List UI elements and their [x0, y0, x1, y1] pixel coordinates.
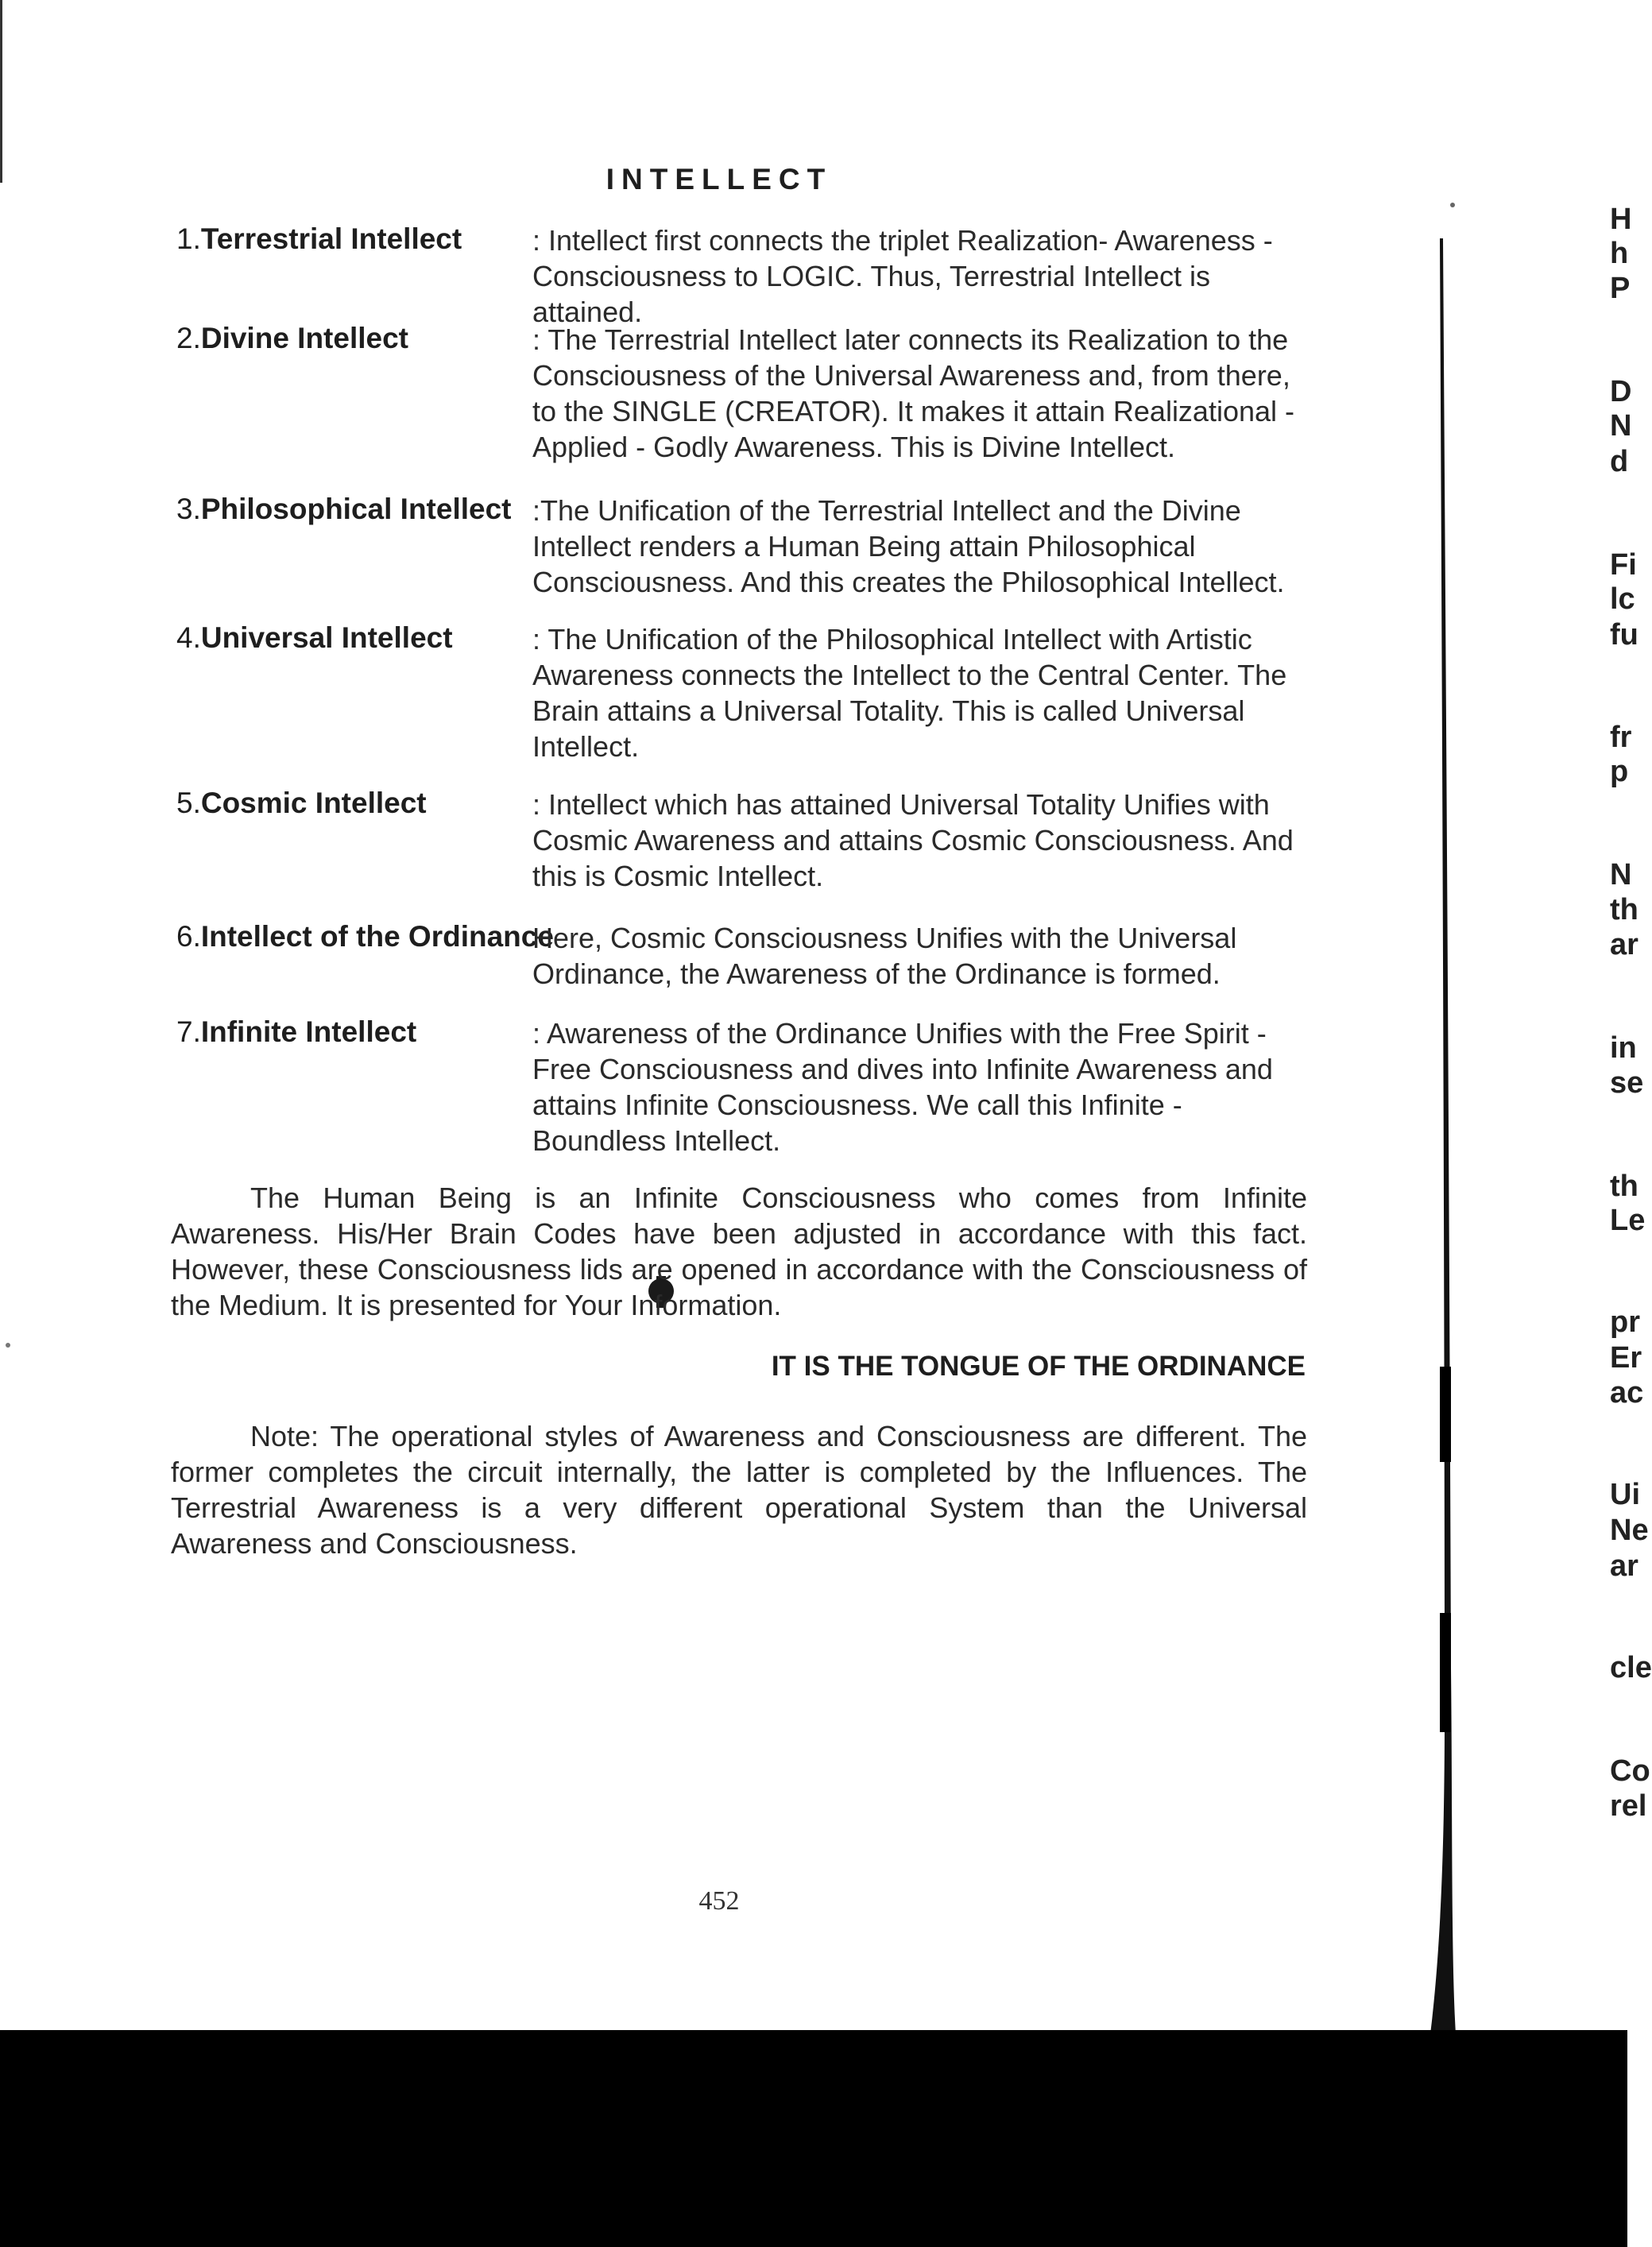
edge-text: cle [1610, 1651, 1652, 1684]
edge-text: th [1610, 893, 1638, 926]
edge-text: p [1610, 755, 1629, 788]
edge-text: in [1610, 1031, 1637, 1065]
item-number: 6. [176, 920, 201, 953]
item-name: Intellect of the Ordinance [200, 920, 554, 953]
edge-text: fr [1610, 721, 1632, 754]
item-number: 2. [176, 322, 201, 354]
item-text-7: : Awareness of the Ordinance Unifies with the Free Spirit - Free Consciousness and dives into Infinite Awareness and attains Infinite Consciousness. We call this Infinite - Boundless Intellect. [532, 1017, 1273, 1157]
edge-text: Ui [1610, 1478, 1640, 1511]
item-text-4: : The Unification of the Philosophical Intellect with Artistic Awareness connects the Intellect to the Central Center. The Brain attains a Universal Totality. This is called Universal Intellect. [532, 623, 1287, 763]
edge-text: pr [1610, 1305, 1640, 1339]
item-label-5 [176, 787, 427, 820]
edge-text: Fi [1610, 548, 1637, 582]
edge-text: ac [1610, 1376, 1644, 1410]
item-name: Divine Intellect [200, 322, 408, 354]
section-heading: IT IS THE TONGUE OF THE ORDINANCE [771, 1351, 1306, 1382]
item-name: Philosophical Intellect [200, 493, 512, 525]
item-label-4 [176, 621, 453, 655]
item-number: 5. [176, 787, 201, 819]
item-name: Terrestrial Intellect [200, 222, 462, 255]
edge-text: rel [1610, 1789, 1647, 1823]
item-number: 4. [176, 621, 201, 654]
edge-text: N [1610, 409, 1632, 443]
edge-text: ar [1610, 1549, 1638, 1583]
edge-text: Le [1610, 1204, 1646, 1237]
edge-text: Er [1610, 1341, 1642, 1375]
item-name: Cosmic Intellect [200, 787, 427, 819]
note-paragraph: Note: The operational styles of Awareness and Consciousness are different. The former completes the circuit internally, the latter is completed by the Influences. The Terrestrial Awareness is a very different operational System than the Universal Awareness and Consciousness. [171, 1420, 1307, 1560]
item-label-3 [176, 493, 512, 526]
edge-text: Co [1610, 1754, 1650, 1788]
edge-text: th [1610, 1170, 1638, 1203]
item-number: 1. [176, 222, 201, 255]
edge-text: P [1610, 272, 1631, 305]
item-text-3: :The Unification of the Terrestrial Intellect and the Divine Intellect renders a Human Being attain Philosophical Consciousness. And this creates the Philosophical Intellect. [532, 494, 1285, 598]
edge-text: Ne [1610, 1514, 1649, 1547]
edge-text: d [1610, 445, 1629, 478]
item-name: Infinite Intellect [200, 1015, 417, 1048]
page-title: INTELLECT [605, 163, 833, 195]
edge-text: ar [1610, 928, 1638, 961]
item-number: 7. [176, 1015, 201, 1048]
edge-text: N [1610, 858, 1632, 891]
body-paragraph: The Human Being is an Infinite Consciousness who comes from Infinite Awareness. His/Her Brain Codes have been adjusted in accordance with this fact. However, these Consciousness lids are opened in accordance with the Consciousness of the Medium. It is presented for Your Information. [171, 1182, 1307, 1321]
item-text-1: : Intellect first connects the triplet Realization- Awareness - Consciousness to LOGIC. Thus, Terrestrial Intellect is attained. [532, 224, 1273, 328]
edge-text: fu [1610, 618, 1638, 652]
item-number: 3. [176, 493, 201, 525]
item-name: Universal Intellect [200, 621, 453, 654]
edge-text: se [1610, 1066, 1644, 1100]
item-label-2 [176, 322, 408, 355]
item-label-7 [176, 1015, 416, 1049]
item-text-6: Here, Cosmic Consciousness Unifies with the Universal Ordinance, the Awareness of the Ordinance is formed. [532, 922, 1237, 990]
item-label-6 [176, 920, 554, 953]
item-text-5: : Intellect which has attained Universal Totality Unifies with Cosmic Awareness and attains Cosmic Consciousness. And this is Cosmic Intellect. [532, 788, 1294, 892]
edge-text: H [1610, 203, 1632, 236]
edge-text: D [1610, 375, 1632, 408]
edge-text: h [1610, 237, 1629, 270]
item-label-1 [176, 222, 462, 256]
item-text-2: : The Terrestrial Intellect later connects its Realization to the Consciousness of the Universal Awareness and, from there, to the SINGLE (CREATOR). It makes it attain Realizational - Applied - Godly Awareness. This is Divine Intellect. [532, 323, 1295, 463]
page-number: 452 [698, 1886, 740, 1916]
edge-text: lc [1610, 582, 1635, 616]
